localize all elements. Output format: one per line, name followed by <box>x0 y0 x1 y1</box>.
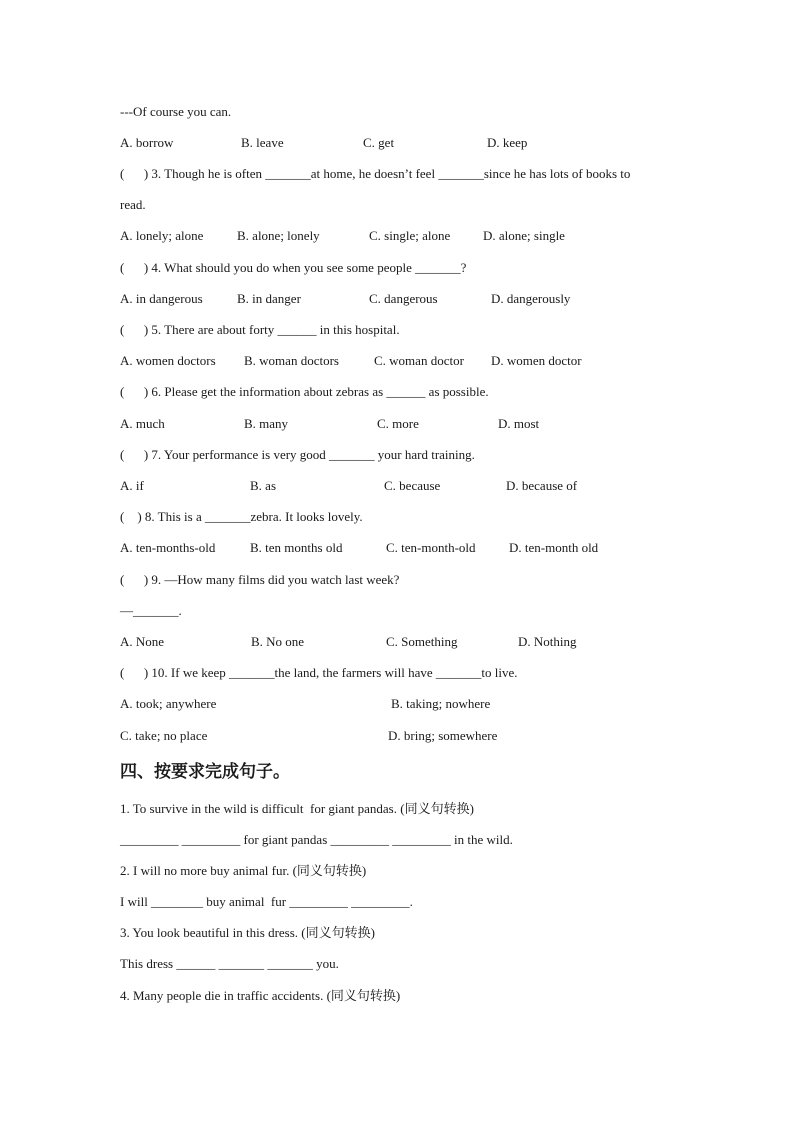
q2-option-b: B. leave <box>241 135 284 150</box>
q2-option-c: C. get <box>363 135 395 150</box>
q6-option-b: B. many <box>244 416 289 431</box>
q6-option-c: C. more <box>377 416 419 431</box>
q9-answer-line: —_______. <box>120 603 182 618</box>
q10-stem: ( ) 10. If we keep _______the land, the farmers will have _______to live. <box>120 665 518 680</box>
rewrite-answer-3: This dress ______ _______ _______ you. <box>120 956 339 971</box>
q3-stem-continued: read. <box>120 197 146 212</box>
q4-stem: ( ) 4. What should you do when you see some people _______? <box>120 260 467 275</box>
q9-option-d: D. Nothing <box>518 634 577 649</box>
rewrite-prompt-4: 4. Many people die in traffic accidents. (同义句转换) <box>120 988 401 1003</box>
rewrite-prompt-3: 3. You look beautiful in this dress. (同义句转换) <box>120 925 375 940</box>
q5-stem: ( ) 5. There are about forty ______ in this hospital. <box>120 322 400 337</box>
q8-option-c: C. ten-month-old <box>386 540 476 555</box>
rewrite-prompt-2: 2. I will no more buy animal fur. (同义句转换) <box>120 863 367 878</box>
q7-option-c: C. because <box>384 478 441 493</box>
q2-option-a: A. borrow <box>120 135 174 150</box>
q3-option-b: B. alone; lonely <box>237 228 320 243</box>
q7-option-a: A. if <box>120 478 144 493</box>
q3-option-c: C. single; alone <box>369 228 451 243</box>
q5-option-c: C. woman doctor <box>374 353 464 368</box>
q5-option-b: B. woman doctors <box>244 353 339 368</box>
q6-option-a: A. much <box>120 416 165 431</box>
q8-stem: ( ) 8. This is a _______zebra. It looks lovely. <box>120 509 363 524</box>
q2-option-d: D. keep <box>487 135 528 150</box>
q4-option-d: D. dangerously <box>491 291 571 306</box>
q5-option-d: D. women doctor <box>491 353 582 368</box>
q4-option-c: C. dangerous <box>369 291 438 306</box>
q10-option-c: C. take; no place <box>120 728 208 743</box>
dialogue-continuation: ---Of course you can. <box>120 104 232 119</box>
q10-option-a: A. took; anywhere <box>120 696 217 711</box>
q4-option-a: A. in dangerous <box>120 291 203 306</box>
q9-stem: ( ) 9. —How many films did you watch last week? <box>120 572 400 587</box>
q3-option-a: A. lonely; alone <box>120 228 204 243</box>
q7-stem: ( ) 7. Your performance is very good _______ your hard training. <box>120 447 475 462</box>
q9-option-a: A. None <box>120 634 165 649</box>
q5-option-a: A. women doctors <box>120 353 216 368</box>
q6-stem: ( ) 6. Please get the information about zebras as ______ as possible. <box>120 384 489 399</box>
q6-option-d: D. most <box>498 416 540 431</box>
q8-option-b: B. ten months old <box>250 540 343 555</box>
q8-option-d: D. ten-month old <box>509 540 599 555</box>
q4-option-b: B. in danger <box>237 291 301 306</box>
q10-option-d: D. bring; somewhere <box>388 728 498 743</box>
q10-option-b: B. taking; nowhere <box>391 696 491 711</box>
q7-option-d: D. because of <box>506 478 578 493</box>
rewrite-answer-2: I will ________ buy animal fur _________ _________. <box>120 894 413 909</box>
rewrite-prompt-1: 1. To survive in the wild is difficult for giant pandas. (同义句转换) <box>120 801 474 816</box>
q9-option-c: C. Something <box>386 634 458 649</box>
section-heading: 四、按要求完成句子。 <box>120 762 290 782</box>
q3-option-d: D. alone; single <box>483 228 565 243</box>
q9-option-b: B. No one <box>251 634 305 649</box>
rewrite-answer-1: _________ _________ for giant pandas _________ _________ in the wild. <box>120 832 513 847</box>
q3-stem: ( ) 3. Though he is often _______at home, he doesn’t feel _______since he has lots of books to <box>120 166 631 181</box>
q7-option-b: B. as <box>250 478 276 493</box>
q8-option-a: A. ten-months-old <box>120 540 216 555</box>
